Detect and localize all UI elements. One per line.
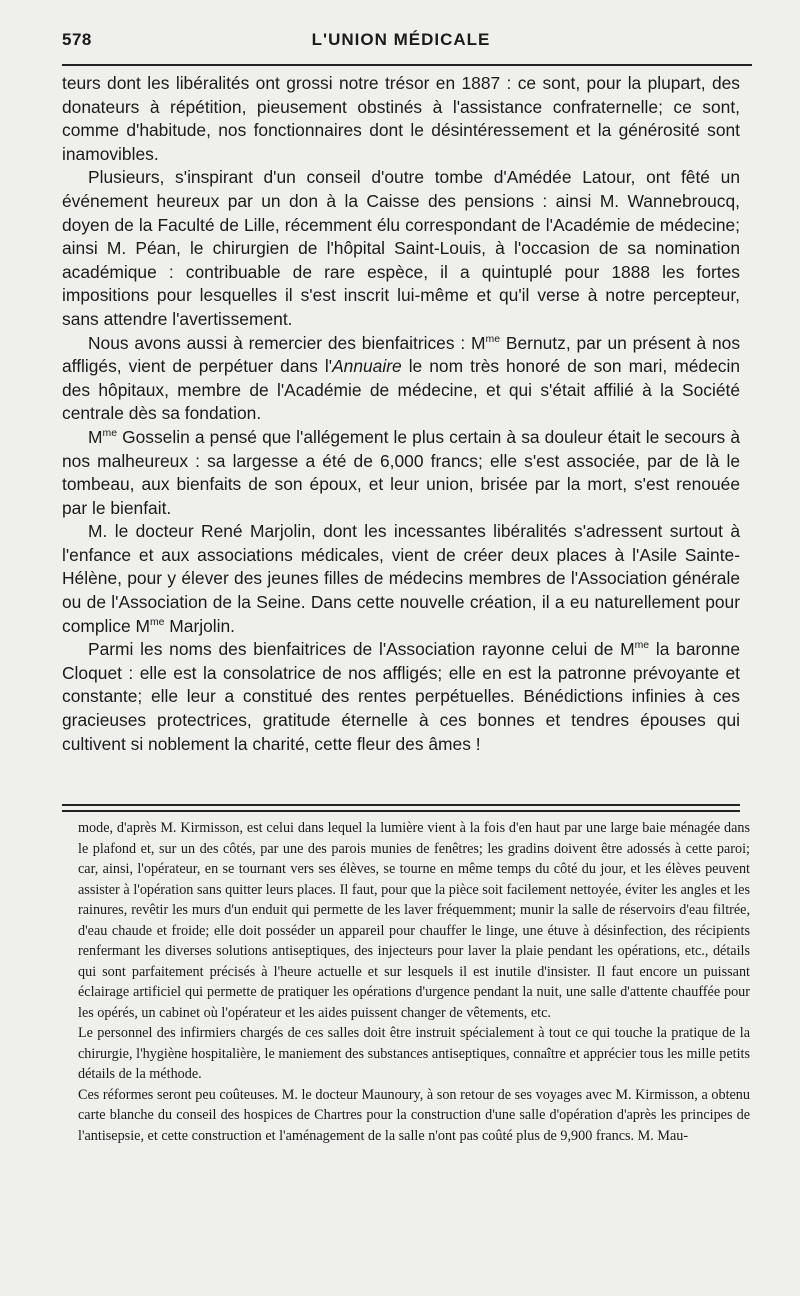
running-title: L'UNION MÉDICALE <box>311 30 491 49</box>
paragraph-2: Plusieurs, s'inspirant d'un conseil d'outre tombe d'Amédée Latour, ont fêté un événement heureux par un don à la Caisse des pensions : ainsi M. Wannebroucq, doyen de la Faculté de Lille, récemment élu correspondant de l'Académie de médecine; ainsi M. Péan, le chirurgien de l'hôpital Saint-Louis, à l'occasion de sa nomination académique : contribuable de rare espèce, il a quintuplé pour 1888 les fortes impositions pour lesquelles il s'est inscrit lui-même et qu'il verse à notre percepteur, sans attendre l'avertissement. <box>62 167 740 329</box>
page-number: 578 <box>62 30 92 49</box>
page-header <box>62 30 740 54</box>
footnote-paragraph-1: mode, d'après M. Kirmisson, est celui dans lequel la lumière vient à la fois d'en haut par une large baie ménagée dans le plafond et, sur un des côtés, par une des parois munies de fenêtres; les gradins doivent être adossés à cette paroi; car, ainsi, l'opérateur, en se tournant vers ses élèves, se tourne en même temps du côté du jour, et les élèves peuvent assister à l'opération sans quitter leurs places. Il faut, pour que la pièce soit facilement nettoyée, éviter les angles et les rainures, revêtir les murs d'un enduit qui permette de les laver fréquemment; munir la salle de réservoirs d'eau filtrée, d'eau chaude et froide; elle doit posséder un appareil pour chauffer le linge, une étuve à désinfection, des récipients renfermant les diverses solutions antiseptiques, des injecteurs pour laver la plaie pendant les opérations, etc., détails qui sont parfaitement précisés à l'heure actuelle et sur lesquels il est inutile d'insister. Il faut encore un puissant éclairage artificiel qui permette de pratiquer les opérations d'urgence pendant la nuit, une salle d'attente chauffée pour les opérés, un cabinet où l'opérateur et les aides puissent changer de vêtements, etc. <box>78 820 750 1021</box>
paragraph-1: teurs dont les libéralités ont grossi notre trésor en 1887 : ce sont, pour la plupart, des donateurs à répétition, pieusement obstinés à l'assistance confraternelle; ce sont, comme d'habitude, nos fonctionnaires dont le désintéressement et la générosité sont inamovibles. <box>62 73 740 164</box>
footnote-paragraph-2: Le personnel des infirmiers chargés de ces salles doit être instruit spécialement à tout ce qui touche la pratique de la chirurgie, l'hygiène hospitalière, le maniement des substances antiseptiques, connaître et apprécier tous les mille petits détails de la méthode. <box>78 1025 750 1082</box>
paragraph-4: $M^{me}$ Gosselin a pensé que l'allégement le plus certain à sa douleur était le secours à nos malheureux : sa largesse a été de 6,000 francs; elle s'est associée, par de là le tombeau, aux bienfaits de son époux, et leur union, brisée par la mort, s'est renouée par le bienfait. <box>62 426 740 518</box>
footnote-separator <box>62 804 740 812</box>
main-text <box>62 72 740 756</box>
paragraph-5: M. le docteur René Marjolin, dont les incessantes libéralités s'adressent surtout à l'enfance et aux associations médicales, vient de créer deux places à l'Asile Sainte-Hélène, pour y élever des jeunes filles de médecins membres de l'Association générale ou de l'Association de la Seine. Dans cette nouvelle création, il a eu naturellement pour complice $M^{me}$ Marjolin. <box>62 521 740 636</box>
footnote-text <box>78 818 750 1146</box>
header-rule <box>62 64 752 66</box>
paragraph-6: Parmi les noms des bienfaitrices de l'Association rayonne celui de $M^{me}$ la baronne Cloquet : elle est la consolatrice de nos affligés; elle en est la patronne prévoyante et constante; elle leur a constitué des rentes perpétuelles. Bénédictions infinies à ces gracieuses protectrices, gratitude éternelle à ces bonnes et tendres épouses qui cultivent si noblement la charité, cette fleur des âmes ! <box>62 639 740 754</box>
paragraph-3: Nous avons aussi à remercier des bienfaitrices : $M^{me}$ Bernutz, par un présent à nos affligés, vient de perpétuer dans l'Annuaire le nom très honoré de son mari, médecin des hôpitaux, membre de l'Académie de médecine, et qui s'était affilié à la Société centrale dès sa fondation. <box>62 332 741 424</box>
footnote-paragraph-3: Ces réformes seront peu coûteuses. M. le docteur Maunoury, à son retour de ses voyages avec M. Kirmisson, a obtenu carte blanche du conseil des hospices de Chartres pour la construction d'une salle d'opération d'après les principes de l'antisepsie, et cette construction et l'aménagement de la salle n'ont pas coûté plus de 9,900 francs. M. Mau- <box>78 1086 750 1144</box>
